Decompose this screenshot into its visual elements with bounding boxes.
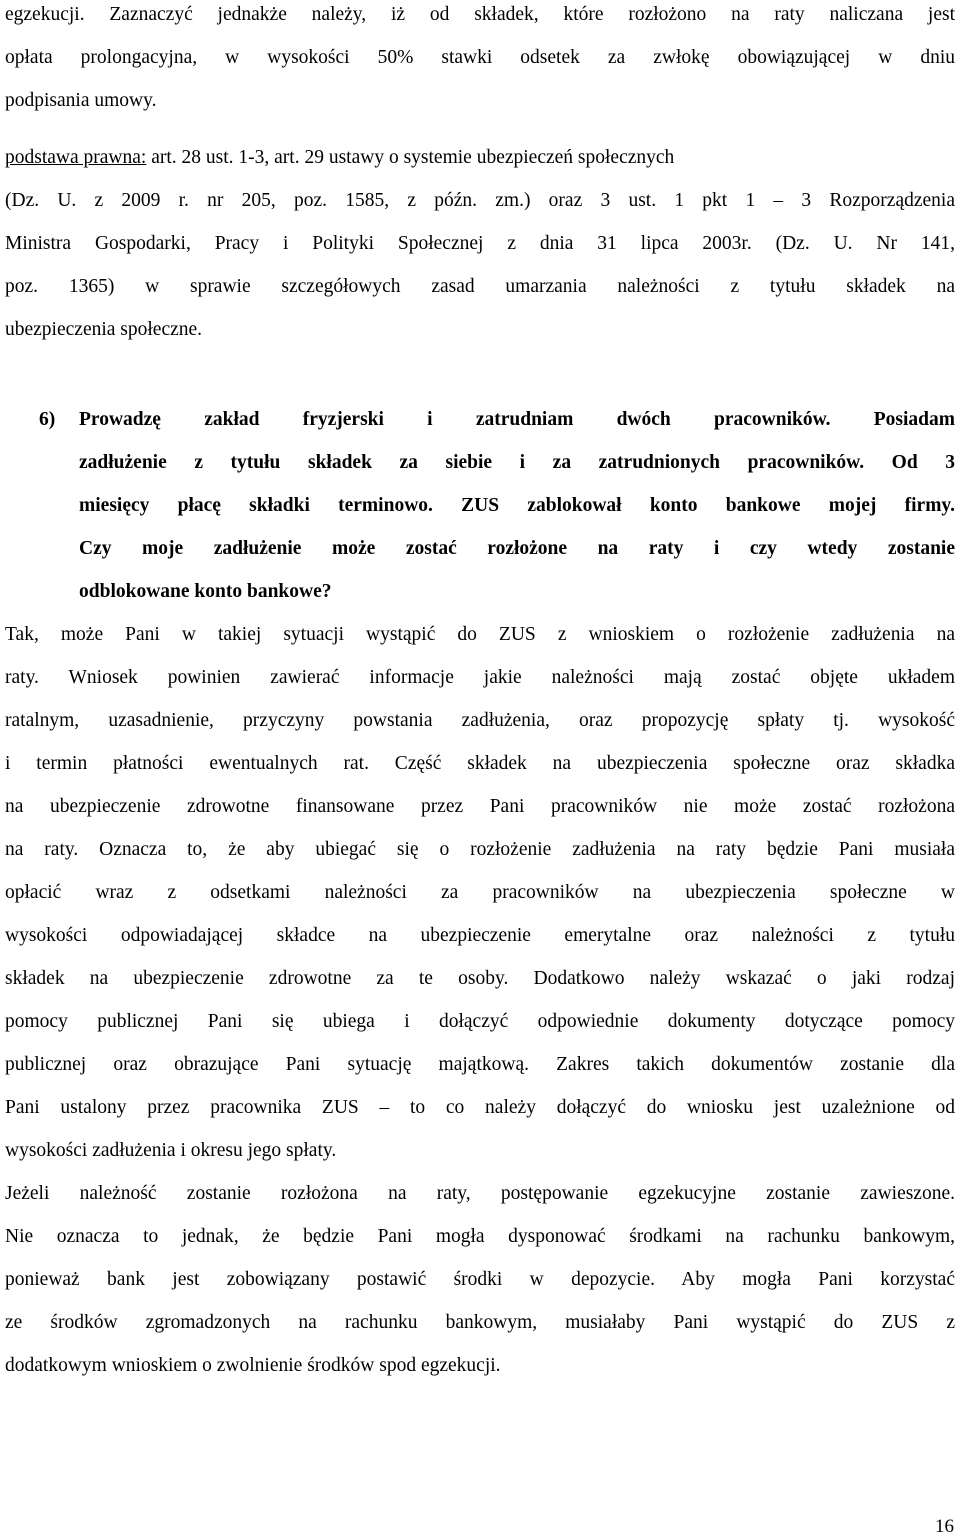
answer-line: ponieważ bank jest zobowiązany postawić środki w depozycie. Aby mogła Pani korzystać — [5, 1269, 955, 1290]
text-line: (Dz. U. z 2009 r. nr 205, poz. 1585, z późn. zm.) oraz 3 ust. 1 pkt 1 – 3 Rozporządzenia — [5, 190, 955, 211]
answer-line: dodatkowym wnioskiem o zwolnienie środków spod egzekucji. — [5, 1355, 501, 1376]
legal-basis-text: art. 28 ust. 1-3, art. 29 ustawy o systemie ubezpieczeń społecznych — [146, 147, 675, 168]
text-line: poz. 1365) w sprawie szczegółowych zasad umarzania należności z tytułu składek na — [5, 276, 955, 297]
text-line: ubezpieczenia społeczne. — [5, 319, 203, 340]
question-line: zadłużenie z tytułu składek za siebie i za zatrudnionych pracowników. Od 3 — [79, 452, 955, 473]
text-line: opłata prolongacyjna, w wysokości 50% stawki odsetek za zwłokę obowiązującej w dniu — [5, 47, 955, 68]
answer-line: opłacić wraz z odsetkami należności za pracowników na ubezpieczenia społeczne w — [5, 882, 955, 903]
answer-line: Tak, może Pani w takiej sytuacji wystąpić do ZUS z wnioskiem o rozłożenie zadłużenia na — [5, 624, 955, 645]
answer-line: wysokości odpowiadającej składce na ubezpieczenie emerytalne oraz należności z tytułu — [5, 925, 955, 946]
answer-line: składek na ubezpieczenie zdrowotne za te osoby. Dodatkowo należy wskazać o jaki rodzaj — [5, 968, 955, 989]
answer-line: na ubezpieczenie zdrowotne finansowane przez Pani pracowników nie może zostać rozłożona — [5, 796, 955, 817]
answer-line: ratalnym, uzasadnienie, przyczyny powstania zadłużenia, oraz propozycję spłaty tj. wysokość — [5, 710, 955, 731]
answer-line: publicznej oraz obrazujące Pani sytuację majątkową. Zakres takich dokumentów zostanie dla — [5, 1054, 955, 1075]
page-number: 16 — [935, 1516, 954, 1537]
answer-line: Pani ustalony przez pracownika ZUS – to co należy dołączyć do wniosku jest uzależnione od — [5, 1097, 955, 1118]
answer-line: pomocy publicznej Pani się ubiega i dołączyć odpowiednie dokumenty dotyczące pomocy — [5, 1011, 955, 1032]
text-line: Ministra Gospodarki, Pracy i Polityki Społecznej z dnia 31 lipca 2003r. (Dz. U. Nr 141, — [5, 233, 955, 254]
answer-line: Jeżeli należność zostanie rozłożona na raty, postępowanie egzekucyjne zostanie zawieszone. — [5, 1183, 955, 1204]
answer-line: Nie oznacza to jednak, że będzie Pani mogła dysponować środkami na rachunku bankowym, — [5, 1226, 955, 1247]
legal-basis-line — [5, 146, 674, 170]
text-line: podpisania umowy. — [5, 90, 157, 111]
question-number: 6) — [39, 409, 56, 430]
answer-line: ze środków zgromadzonych na rachunku bankowym, musiałaby Pani wystąpić do ZUS z — [5, 1312, 955, 1333]
answer-line: na raty. Oznacza to, że aby ubiegać się o rozłożenie zadłużenia na raty będzie Pani musiała — [5, 839, 955, 860]
question-line: Czy moje zadłużenie może zostać rozłożone na raty i czy wtedy zostanie — [79, 538, 955, 559]
answer-line: raty. Wniosek powinien zawierać informacje jakie należności mają zostać objęte układem — [5, 667, 955, 688]
question-line: miesięcy płacę składki terminowo. ZUS zablokował konto bankowe mojej firmy. — [79, 495, 955, 516]
answer-line: i termin płatności ewentualnych rat. Część składek na ubezpieczenia społeczne oraz składka — [5, 753, 955, 774]
answer-line: wysokości zadłużenia i okresu jego spłaty. — [5, 1140, 337, 1161]
question-line: Prowadzę zakład fryzjerski i zatrudniam dwóch pracowników. Posiadam — [79, 409, 955, 430]
text-line: egzekucji. Zaznaczyć jednakże należy, iż od składek, które rozłożono na raty naliczana jest — [5, 4, 955, 25]
question-line: odblokowane konto bankowe? — [79, 581, 332, 602]
legal-basis-label: podstawa prawna: — [5, 147, 147, 168]
